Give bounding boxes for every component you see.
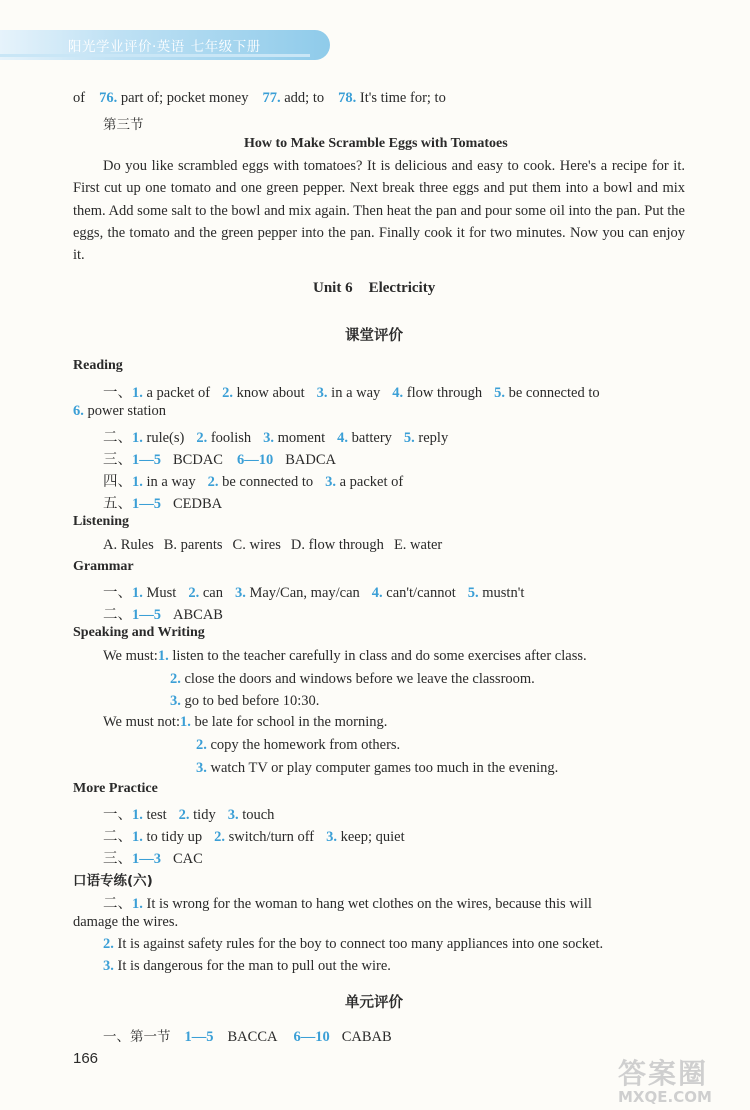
header-title <box>68 35 261 55</box>
must-item-2: 2. close the doors and windows before we leave the classroom. <box>170 671 535 687</box>
oral-item-1-cont: damage the wires. <box>73 914 179 930</box>
reading-answers-1: 一、1. a packet of 2. know about 3. in a way 4. flow through 5. be connected to <box>103 385 600 401</box>
book-title: 阳光学业评价·英语 <box>68 39 185 55</box>
unit-eval-heading: 单元评价 <box>345 995 403 1011</box>
classroom-heading: 课堂评价 <box>345 328 403 344</box>
grammar-answers-2: 二、1—5 ABCAB <box>103 607 223 623</box>
reading-answers-4: 四、1. in a way 2. be connected to 3. a packet of <box>103 474 404 490</box>
unit-heading: Unit 6 Electricity <box>313 280 436 296</box>
mustnot-item-1: We must not:1. be late for school in the morning. <box>103 714 388 730</box>
oral-item-2: 2. It is against safety rules for the boy to connect too many appliances into one socket. <box>103 936 604 952</box>
oral-item-3: 3. It is dangerous for the man to pull out the wire. <box>103 958 391 974</box>
must-item-1: We must:1. listen to the teacher carefully in class and do some exercises after class. <box>103 648 587 664</box>
grammar-answers-1: 一、1. Must 2. can 3. May/Can, may/can 4. can't/cannot 5. mustn't <box>103 585 525 601</box>
listening-heading: Listening <box>73 514 130 529</box>
reading-answers-5: 五、1—5 CEDBA <box>103 496 223 512</box>
more-practice-answers-3: 三、1—3 CAC <box>103 851 203 867</box>
watermark-logo: 答案圈 MXQE.COM <box>618 1057 712 1106</box>
recipe-title: How to Make Scramble Eggs with Tomatoes <box>244 136 508 151</box>
oral-item-1: 二、1. It is wrong for the woman to hang wet clothes on the wires, because this will <box>103 896 592 912</box>
reading-answers-1-cont: 6. power station <box>73 403 167 419</box>
reading-heading: Reading <box>73 358 123 373</box>
book-subtitle: 七年级下册 <box>190 39 261 55</box>
answers-76-78: of 76. part of; pocket money 77. add; to 78. It's time for; to <box>73 90 446 106</box>
section-3-label: 第三节 <box>103 117 144 133</box>
unit-eval-answers: 一、第一节 1—5 BACCA 6—10 CABAB <box>103 1029 392 1045</box>
more-practice-heading: More Practice <box>73 781 158 796</box>
more-practice-answers-2: 二、1. to tidy up 2. switch/turn off 3. keep; quiet <box>103 829 405 845</box>
recipe-body: Do you like scrambled eggs with tomatoes? It is delicious and easy to cook. Here's a recipe for it. First cut up one tomato and one green pepper. Next break three eggs and put them into a bowl and mix them. Add some salt to the bowl and mix again. Then heat the pan and pour some oil into the pan. Put the eggs, the tomato and the green pepper into the pan. Finally cook it for two minutes. Now you can enjoy it. <box>73 158 685 264</box>
listening-answers: A. Rules B. parents C. wires D. flow through E. water <box>103 537 443 553</box>
oral-heading: 口语专练(六) <box>73 873 153 889</box>
mustnot-item-3: 3. watch TV or play computer games too much in the evening. <box>196 760 559 776</box>
more-practice-answers-1: 一、1. test 2. tidy 3. touch <box>103 807 275 823</box>
reading-answers-2: 二、1. rule(s) 2. foolish 3. moment 4. battery 5. reply <box>103 430 449 446</box>
page-number: 166 <box>73 1050 99 1067</box>
must-item-3: 3. go to bed before 10:30. <box>170 693 320 709</box>
grammar-heading: Grammar <box>73 559 134 574</box>
mustnot-item-2: 2. copy the homework from others. <box>196 737 401 753</box>
reading-answers-3: 三、1—5 BCDAC 6—10 BADCA <box>103 452 336 468</box>
speaking-heading: Speaking and Writing <box>73 625 205 640</box>
